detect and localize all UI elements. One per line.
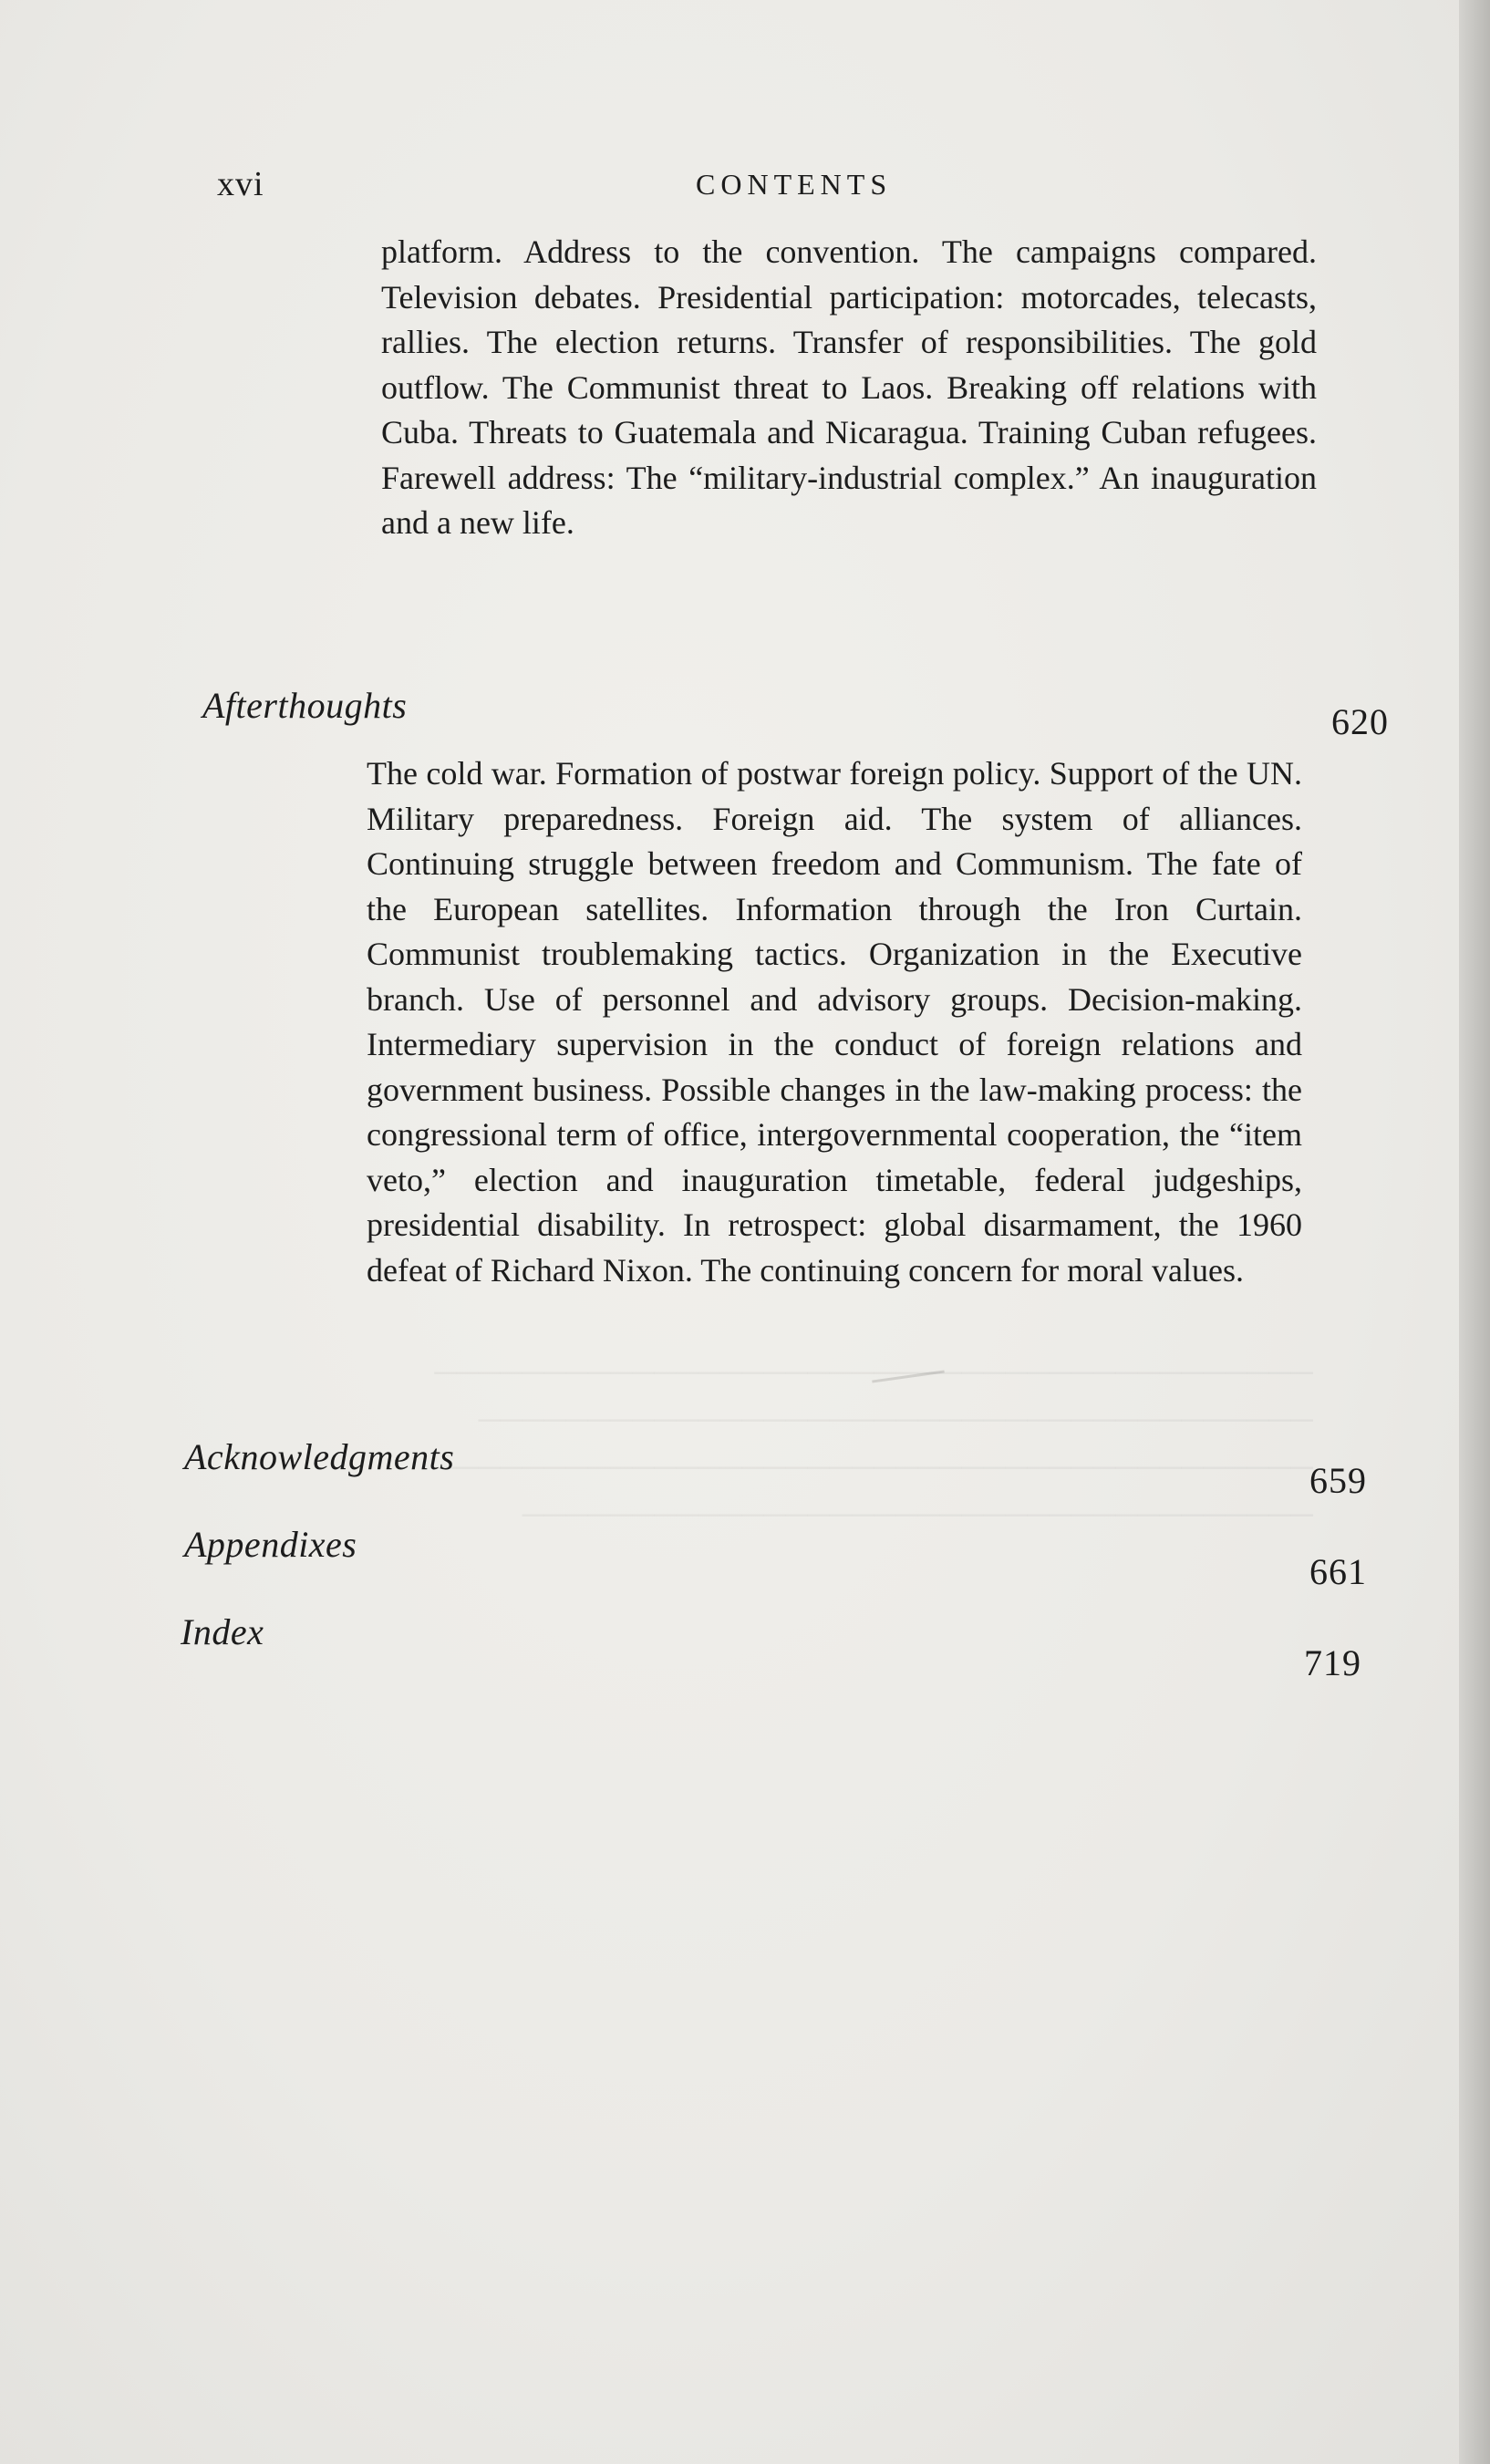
entry-title-acknowledgments: Acknowledgments	[184, 1436, 455, 1477]
entry-title-index: Index	[181, 1611, 264, 1652]
running-head	[217, 164, 1311, 208]
entry-title-appendixes: Appendixes	[184, 1524, 357, 1565]
continued-chapter-description: platform. Address to the convention. The campaigns compared. Television debates. Presidential participation: motorcades, telecasts, rallies. The election returns. Transfer of responsibilities. The gold outflow. The Communist threat to Laos. Breaking off relations with Cuba. Threats to Guatemala and Nicaragua. Training Cuban refugees. Farewell address: The “military-industrial complex.” An inauguration and a new life.	[381, 233, 1317, 541]
entry-description-afterthoughts: The cold war. Formation of postwar foreign policy. Support of the UN. Military preparedness. Foreign aid. The system of alliances. Continuing struggle between freedom and Communism. The fate of the European satellites. Information through the Iron Curtain. Communist troublemaking tactics. Organization in the Executive branch. Use of personnel and advisory groups. Decision-making. Intermediary supervision in the conduct of foreign relations and government business. Possible changes in the law-making process: the congressional term of office, intergovernmental cooperation, the “item veto,” election and inauguration timetable, federal judgeships, presidential disability. In retrospect: global disarmament, the 1960 defeat of Richard Nixon. The continuing concern for moral values.	[367, 755, 1302, 1289]
entry-page-index: 719	[1304, 1642, 1361, 1683]
entry-page-appendixes: 661	[1309, 1551, 1367, 1592]
entry-page-afterthoughts: 620	[1331, 701, 1389, 742]
running-head-title: CONTENTS	[696, 168, 893, 201]
entry-page-acknowledgments: 659	[1309, 1460, 1367, 1501]
page-number: xvi	[217, 165, 264, 203]
entry-title-afterthoughts: Afterthoughts	[202, 685, 408, 726]
page-edge-shadow	[1459, 0, 1490, 2464]
